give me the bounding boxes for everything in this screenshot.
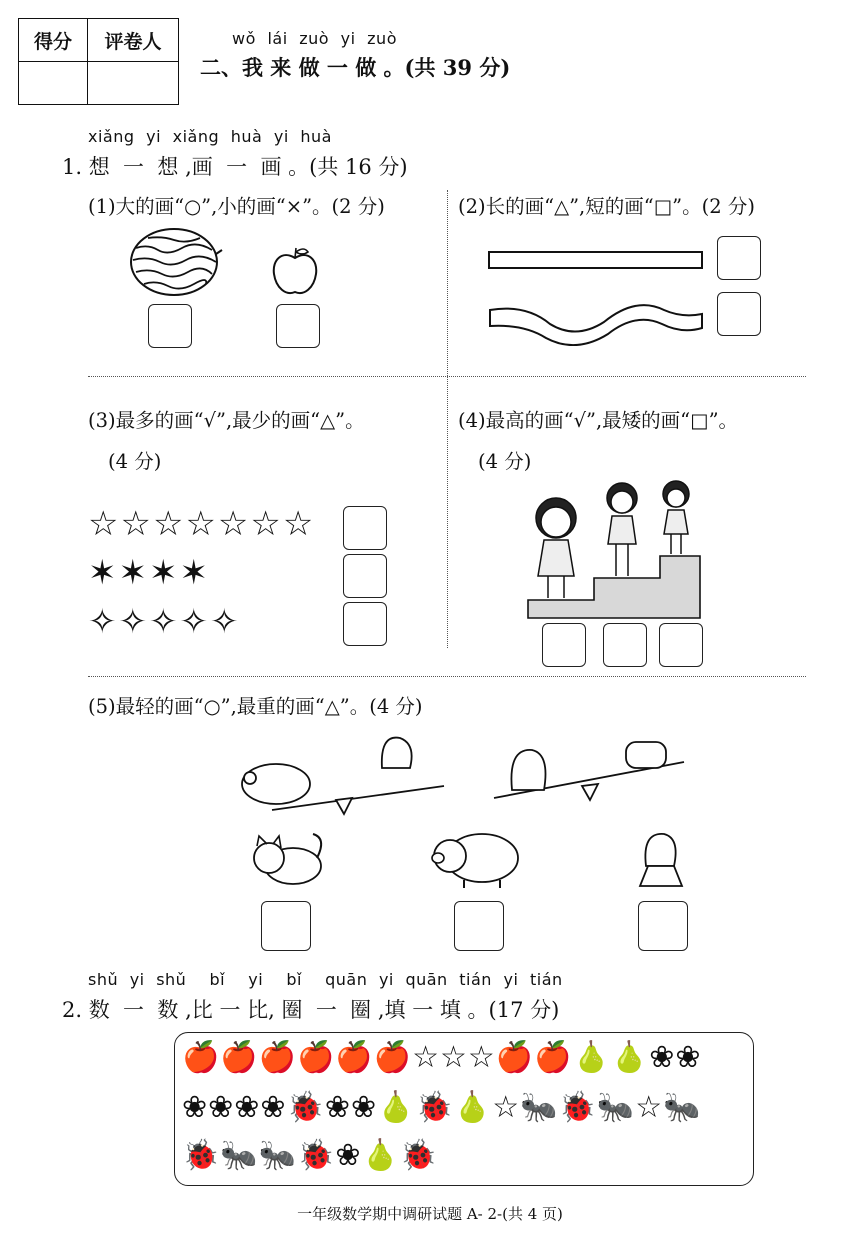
- part1-prompt: (1)大的画“○”,小的画“×”。(2 分): [88, 195, 385, 218]
- dog-icon: [382, 738, 412, 768]
- vertical-divider: [447, 190, 448, 648]
- object-row-3: 🐞🐜🐜🐞❀🍐🐞: [182, 1138, 439, 1173]
- score-label: 得分: [19, 19, 88, 62]
- part3-points: (4 分): [108, 450, 162, 473]
- answer-box-dog[interactable]: [638, 901, 688, 951]
- apple-icon: [268, 244, 322, 298]
- answer-box-apple[interactable]: [276, 304, 320, 348]
- straight-strip-icon: [486, 248, 706, 272]
- grader-cell[interactable]: [88, 62, 179, 105]
- answer-box-girl-1[interactable]: [542, 623, 586, 667]
- page-footer: 一年级数学期中调研试题 A- 2-(共 4 页): [297, 1205, 563, 1223]
- grader-label: 评卷人: [88, 19, 179, 62]
- watermelon-icon: [128, 226, 224, 298]
- wavy-strip-icon: [486, 290, 708, 346]
- q1-pinyin: xiǎng yi xiǎng huà yi huà: [88, 127, 332, 146]
- part4-prompt: (4)最高的画“√”,最矮的画“□”。: [458, 409, 739, 432]
- pig-icon: [430, 826, 522, 890]
- star-row-hollow: ☆☆☆☆☆☆☆: [88, 504, 316, 544]
- part3-prompt: (3)最多的画“√”,最少的画“△”。: [88, 409, 365, 432]
- answer-box-watermelon[interactable]: [148, 304, 192, 348]
- answer-box-stars-3[interactable]: [343, 602, 387, 646]
- seesaw-dog-cat: [494, 742, 684, 800]
- girl-short-icon: [536, 498, 576, 598]
- girl-tall-icon: [663, 481, 689, 554]
- seesaws-illustration: [232, 728, 692, 820]
- girls-on-stairs-illustration: [524, 478, 704, 620]
- girl-middle-icon: [607, 483, 637, 576]
- q1-title: 1. 想 一 想 ,画 一 画 。(共 16 分): [62, 155, 408, 179]
- score-table: [18, 18, 179, 105]
- answer-box-cat[interactable]: [261, 901, 311, 951]
- answer-box-pig[interactable]: [454, 901, 504, 951]
- answer-box-wavy[interactable]: [717, 292, 761, 336]
- part2-prompt: (2)长的画“△”,短的画“□”。(2 分): [458, 195, 755, 218]
- answer-box-girl-2[interactable]: [603, 623, 647, 667]
- section-title: 二、我 来 做 一 做 。(共 39 分): [200, 55, 511, 80]
- section-pinyin: wǒ lái zuò yi zuò: [232, 29, 397, 48]
- divider-2: [88, 676, 806, 677]
- answer-box-straight[interactable]: [717, 236, 761, 280]
- answer-box-stars-2[interactable]: [343, 554, 387, 598]
- answer-box-girl-3[interactable]: [659, 623, 703, 667]
- object-row-1: 🍎🍎🍎🍎🍎🍎☆☆☆🍎🍎🍐🍐❀❀: [182, 1040, 702, 1075]
- dog-icon: [632, 826, 688, 890]
- object-row-2: ❀❀❀❀🐞❀❀🍐🐞🍐☆🐜🐞🐜☆🐜: [182, 1090, 702, 1125]
- score-cell[interactable]: [19, 62, 88, 105]
- seesaw-pig-dog: [242, 738, 444, 814]
- cat-icon: [247, 828, 325, 890]
- q2-pinyin: shǔ yi shǔ bǐ yi bǐ quān yi quān tián yi tián: [88, 970, 563, 989]
- divider-1: [88, 376, 806, 377]
- answer-box-stars-1[interactable]: [343, 506, 387, 550]
- star-row-solid: ✶✶✶✶: [88, 553, 210, 593]
- cat-icon: [626, 742, 666, 768]
- dog-icon: [511, 750, 545, 790]
- q2-title: 2. 数 一 数 ,比 一 比, 圈 一 圈 ,填 一 填 。(17 分): [62, 998, 560, 1022]
- part4-points: (4 分): [478, 450, 532, 473]
- star-row-sparkle: ✧✧✧✧✧: [88, 602, 241, 642]
- part5-prompt: (5)最轻的画“○”,最重的画“△”。(4 分): [88, 695, 423, 718]
